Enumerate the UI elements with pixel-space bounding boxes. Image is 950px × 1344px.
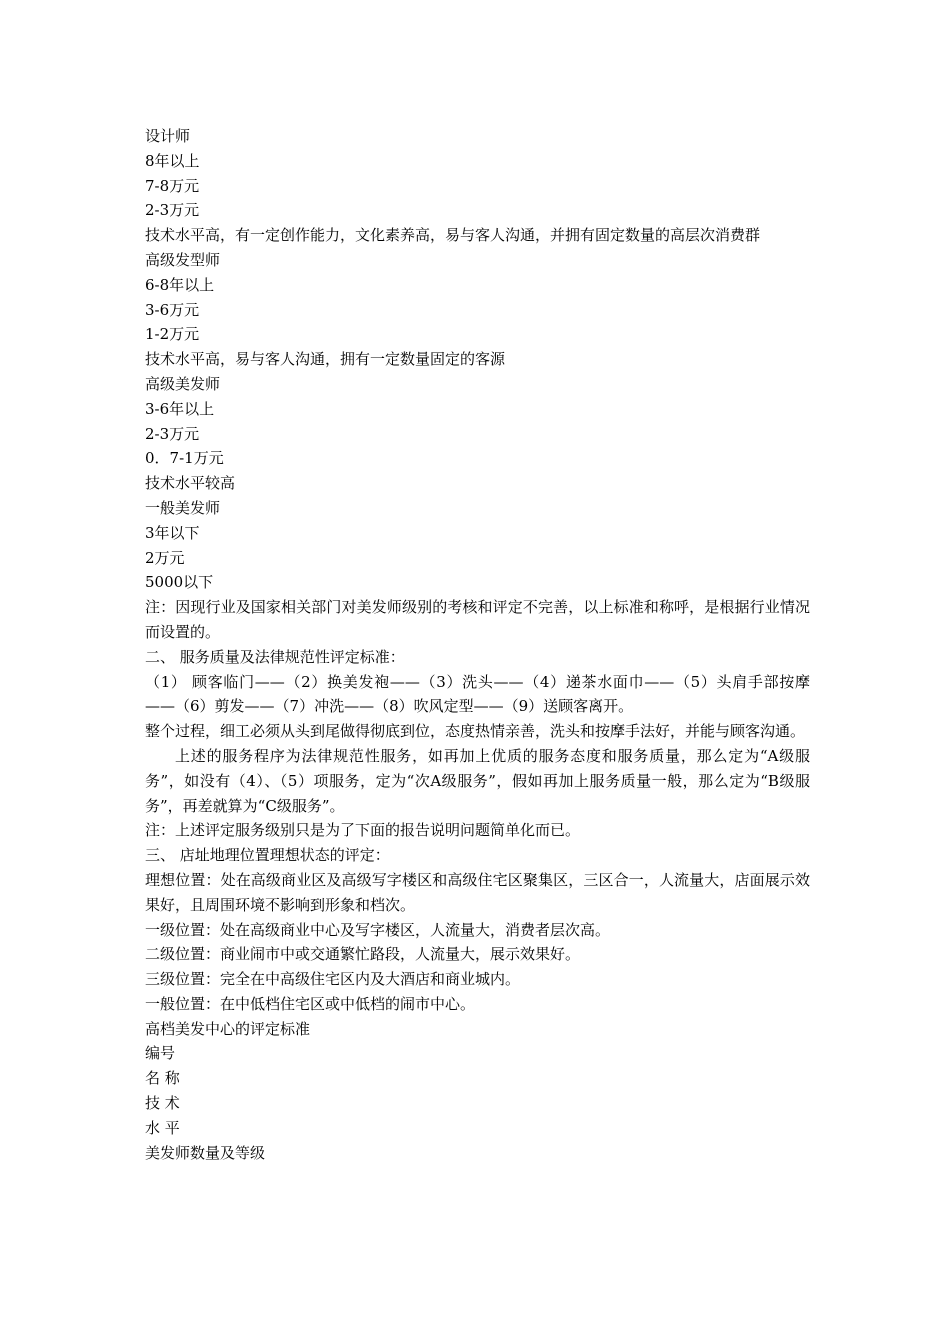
document-page	[145, 124, 810, 1165]
text-paragraph: 技术水平高，有一定创作能力，文化素养高，易与客人沟通，并拥有固定数量的高层次消费群	[145, 226, 761, 245]
text-line: 二级位置：商业闹市中或交通繁忙路段，人流量大，展示效果好。	[145, 945, 581, 964]
text-line: 一般位置：在中低档住宅区或中低档的闹市中心。	[145, 994, 476, 1013]
text-line: 2-3万元	[145, 424, 200, 443]
table-title: 高档美发中心的评定标准	[145, 1019, 311, 1038]
text-line: 1-2万元	[145, 325, 200, 344]
text-line: 3-6年以上	[145, 399, 215, 418]
text-line: 技术水平较高	[145, 474, 236, 493]
text-line: 7-8万元	[145, 176, 200, 195]
text-line: 8年以上	[145, 151, 200, 170]
text-line: 3-6万元	[145, 300, 200, 319]
text-line: 设计师	[145, 127, 191, 145]
text-line: 6-8年以上	[145, 275, 215, 294]
text-paragraph: 上述的服务程序为法律规范性服务，如再加上优质的服务态度和服务质量，那么定为“A级服务”，如没有（4）、（5）项服务，定为“次A级服务”，假如再加上服务质量一般，那么定为“B级服务”，再差就算为“C级服务”。	[145, 746, 810, 815]
table-header-cell: 水 平	[145, 1118, 180, 1137]
text-paragraph: （1） 顾客临门——（2）换美发袍——（3）洗头——（4）递茶水面巾——（5）头肩手部按摩——（6）剪发——（7）冲洗——（8）吹风定型——（9）送顾客离开。	[145, 672, 810, 716]
table-header-cell: 美发师数量及等级	[145, 1143, 266, 1162]
text-line: 技术水平高，易与客人沟通，拥有一定数量固定的客源	[145, 350, 506, 369]
note-paragraph: 注：因现行业及国家相关部门对美发师级别的考核和评定不完善，以上标准和称呼，是根据行业情况而设置的。	[145, 598, 810, 641]
text-line: 一般美发师	[145, 498, 221, 517]
text-line: 高级发型师	[145, 250, 221, 269]
text-line: 3年以下	[145, 523, 200, 542]
section-heading: 二、 服务质量及法律规范性评定标准：	[145, 647, 405, 666]
section-heading: 三、 店址地理位置理想状态的评定：	[145, 846, 390, 865]
text-line: 5000以下	[145, 573, 214, 592]
text-paragraph: 理想位置：处在高级商业区及高级写字楼区和高级住宅区聚集区，三区合一，人流量大，店面展示效果好，且周围环境不影响到形象和档次。	[145, 870, 810, 914]
table-header-cell: 名 称	[145, 1069, 180, 1088]
text-line: 2万元	[145, 548, 185, 567]
text-line: 三级位置：完全在中高级住宅区内及大酒店和商业城内。	[145, 970, 521, 989]
text-line: 一级位置：处在高级商业中心及写字楼区，人流量大，消费者层次高。	[145, 920, 611, 939]
text-paragraph: 整个过程，细工必须从头到尾做得彻底到位，态度热情亲善，洗头和按摩手法好，并能与顾客沟通。	[145, 722, 806, 741]
table-header-cell: 编号	[145, 1044, 176, 1063]
text-line: 0．7-1万元	[145, 449, 224, 468]
text-line: 2-3万元	[145, 201, 200, 220]
text-line: 高级美发师	[145, 374, 221, 393]
table-header-cell: 技 术	[145, 1094, 180, 1113]
note-paragraph: 注：上述评定服务级别只是为了下面的报告说明问题简单化而已。	[145, 821, 581, 840]
